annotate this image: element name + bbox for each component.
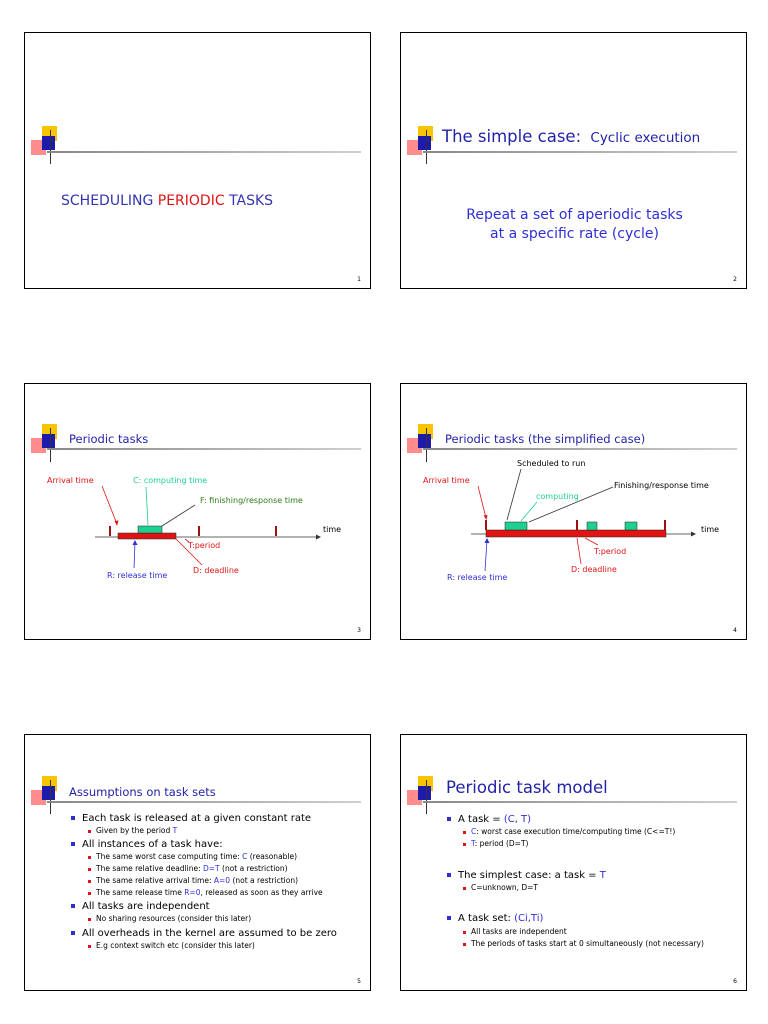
sub-bullet-item: C=unknown, D=T [463, 883, 538, 892]
computing-block [587, 522, 597, 530]
sub-bullet-item: The periods of tasks start at 0 simultaneously (not necessary) [463, 939, 704, 948]
slide-logo [31, 776, 61, 816]
computing-pointer [146, 487, 148, 525]
title-rule [47, 801, 361, 803]
time-label: time [323, 525, 342, 534]
slide-1 [24, 32, 371, 289]
release-tick [485, 520, 487, 530]
slide-title: Periodic tasks (the simplified case) [445, 432, 646, 446]
slide-title: The simple case: Cyclic execution [442, 127, 701, 146]
computing-label: C: computing time [133, 476, 208, 485]
deadline-label: D: deadline [193, 566, 239, 575]
release-arrow [134, 542, 135, 568]
computing-block [505, 522, 527, 530]
release-tick [198, 526, 200, 536]
release-tick [576, 520, 578, 530]
arrival-arrow [478, 486, 486, 518]
sub-bullet-item: C: worst case execution time/computing time (C<=T!) [463, 827, 675, 836]
page-number: 6 [733, 978, 737, 985]
title-rule [47, 151, 361, 153]
slide-logo [31, 126, 61, 166]
bullet-item: All instances of a task have: [71, 838, 223, 851]
slide-logo [407, 126, 437, 166]
slide-title-small: Cyclic execution [590, 130, 701, 146]
finishing-pointer [162, 505, 195, 526]
release-tick [664, 520, 666, 530]
release-label: R: release time [107, 571, 168, 580]
computing-label: computing [536, 492, 579, 501]
slide-title: Assumptions on task sets [69, 785, 216, 799]
time-label: time [701, 525, 720, 534]
sub-bullet-item: T: period (D=T) [463, 839, 528, 848]
page-number: 5 [357, 978, 361, 985]
arrival-arrow [102, 486, 117, 524]
page-number: 3 [357, 627, 361, 634]
scheduled-pointer [507, 469, 521, 520]
slide-body: Repeat a set of aperiodic tasks at a specific rate (cycle) [466, 207, 683, 242]
bullet-item: All tasks are independent [71, 900, 210, 913]
slide-6 [400, 734, 747, 991]
sub-bullet-item: All tasks are independent [463, 927, 567, 936]
release-arrow [485, 540, 487, 571]
deadline-pointer [577, 538, 581, 564]
slide-title: Periodic task model [446, 778, 608, 797]
period-label: T:period [188, 541, 221, 550]
task-execution-bar [118, 533, 176, 539]
slide-4 [400, 383, 747, 640]
sub-bullet-item: The same release time R=0, released as soon as they arrive [88, 888, 323, 897]
scheduled-label: Scheduled to run [517, 459, 586, 468]
sub-bullet-item: The same relative arrival time: A=0 (not a restriction) [88, 876, 298, 885]
time-axis-arrowhead [316, 535, 321, 540]
finishing-label: Finishing/response time [614, 481, 709, 490]
title-rule [423, 801, 737, 803]
sub-bullet-item: E.g context switch etc (consider this later) [88, 941, 255, 950]
slide-3 [24, 383, 371, 640]
slide-title: SCHEDULING PERIODIC TASKS [61, 193, 274, 209]
page-number: 2 [733, 276, 737, 283]
sub-bullet-item: The same worst case computing time: C (reasonable) [88, 852, 297, 861]
release-tick [275, 526, 277, 536]
period-pointer [585, 538, 598, 545]
sub-bullet-item: No sharing resources (consider this later) [88, 914, 251, 923]
period-label: T:period [594, 547, 627, 556]
bullet-item: All overheads in the kernel are assumed to be zero [71, 927, 337, 940]
computing-pointer [521, 502, 537, 521]
sub-bullet-item: The same relative deadline: D=T (not a restriction) [88, 864, 288, 873]
bullet-item: A task = (C, T) [447, 813, 531, 826]
timing-diagram [401, 384, 748, 641]
deadline-label: D: deadline [571, 565, 617, 574]
release-label: R: release time [447, 573, 508, 582]
sub-bullet-item: Given by the period T [88, 826, 177, 835]
finishing-label: F: finishing/response time [200, 496, 303, 505]
time-axis-arrowhead [691, 532, 696, 537]
page-number: 4 [733, 627, 737, 634]
slide-title: Periodic tasks [69, 432, 149, 446]
bullet-item: Each task is released at a given constant rate [71, 812, 311, 825]
computing-block [138, 526, 162, 533]
page-number: 1 [357, 276, 361, 283]
computing-block [625, 522, 637, 530]
bullet-item: The simplest case: a task = T [447, 869, 606, 882]
arrival-label: Arrival time [423, 476, 470, 485]
title-rule [423, 151, 737, 153]
slide-2 [400, 32, 747, 289]
timing-diagram [25, 384, 372, 641]
arrival-label: Arrival time [47, 476, 94, 485]
task-execution-bar [486, 530, 666, 537]
bullet-item: A task set: (Ci,Ti) [447, 912, 543, 925]
release-tick [109, 526, 111, 536]
slide-5 [24, 734, 371, 991]
slide-logo [407, 776, 437, 816]
